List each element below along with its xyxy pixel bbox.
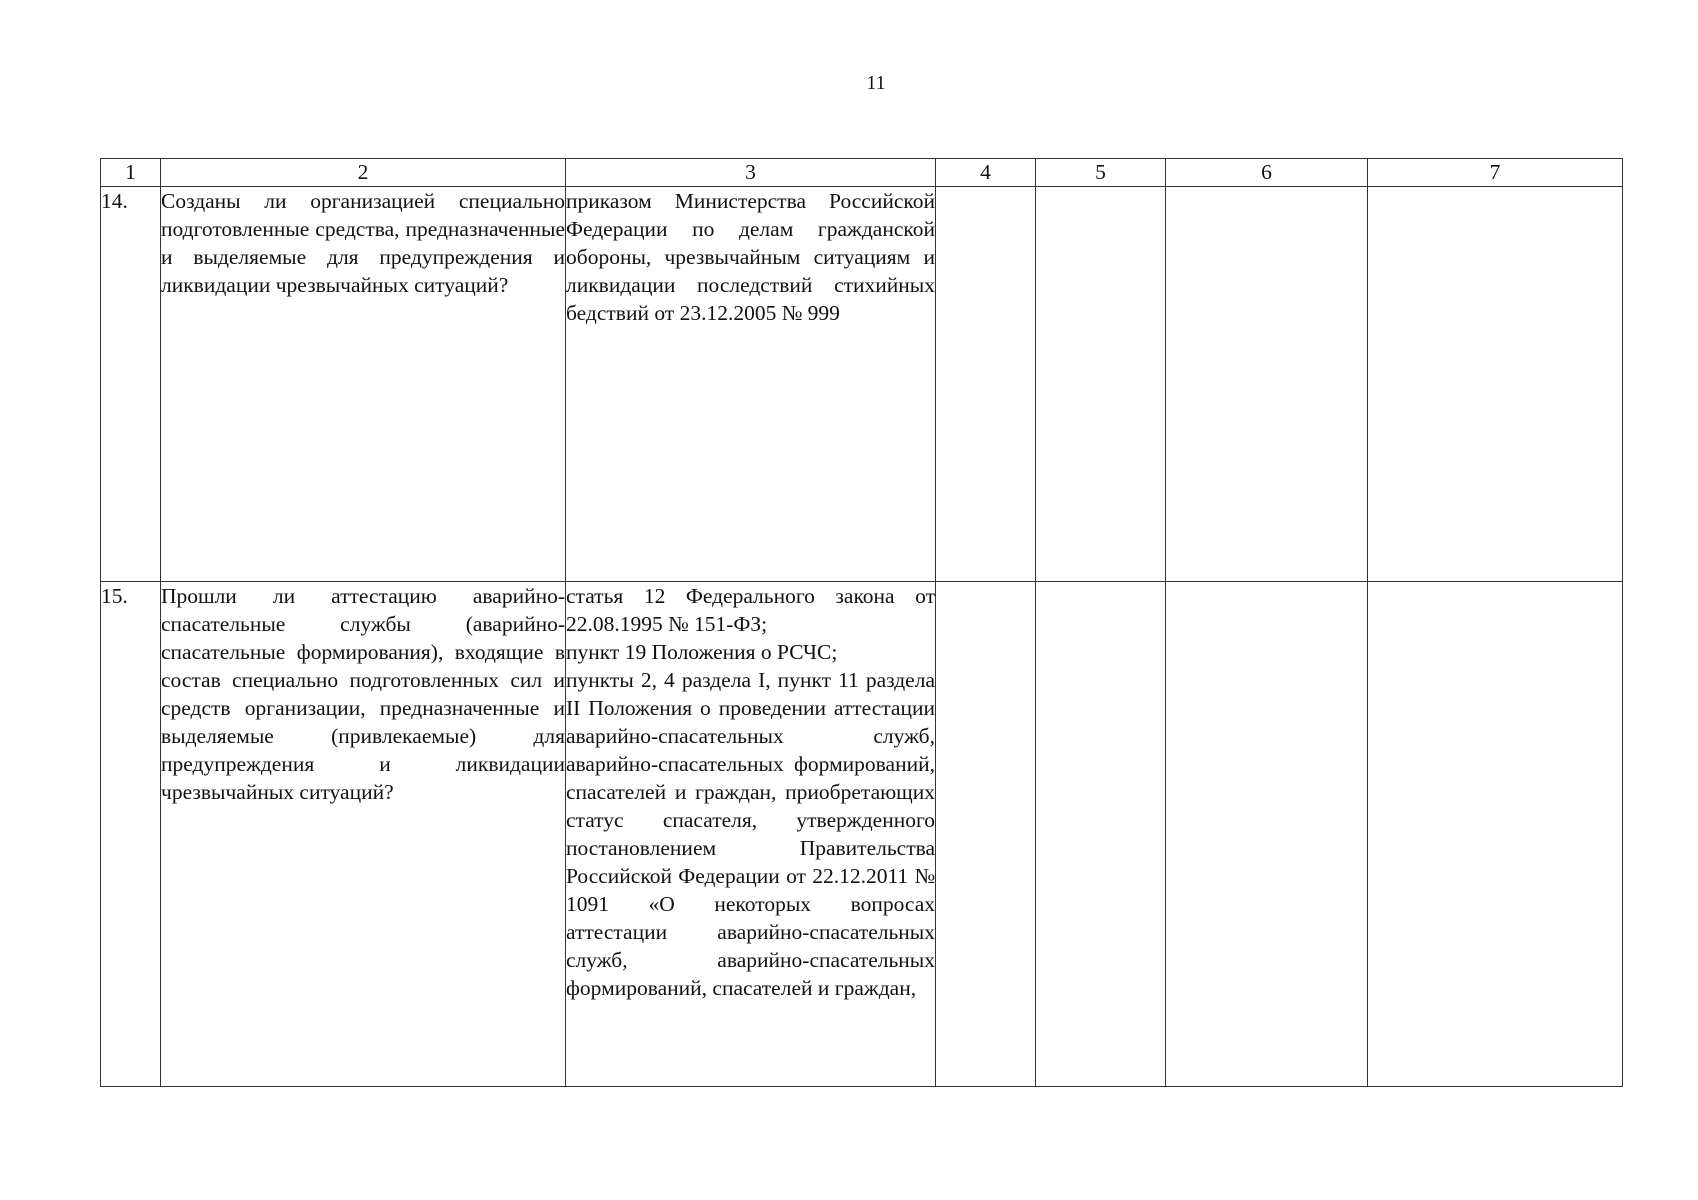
- legal-basis-text: пункты 2, 4 раздела I, пункт 11 раздела II Положения о проведении аттестации аварийно-спасательных служб, аварийно-спасательных формирований, спасателей и граждан, приобретающих статус спасателя, утвержденного постановлением Правительства Российской Федерации от 22.12.2011 № 1091 «О некоторых вопросах аттестации аварийно-спасательных служб, аварийно-спасательных формирований, спасателей и граждан,: [566, 668, 935, 1000]
- col6-cell: [1166, 187, 1368, 582]
- col5-cell: [1036, 187, 1166, 582]
- checklist-table: [100, 158, 1623, 1087]
- col4-cell: [936, 582, 1036, 1087]
- column-header-6: 6: [1166, 159, 1368, 187]
- col6-cell: [1166, 582, 1368, 1087]
- table-row: [101, 187, 1623, 582]
- row-number: 14.: [101, 187, 161, 582]
- legal-basis-cell: [566, 187, 936, 582]
- legal-basis-text: статья 12 Федерального закона от 22.08.1995 № 151-ФЗ;: [566, 584, 935, 636]
- question-cell: Прошли ли аттестацию аварийно-спасательные службы (аварийно-спасательные формирования), входящие в состав специально подготовленных сил и средств организации, предназначенные и выделяемые (привлекаемые) для предупреждения и ликвидации чрезвычайных ситуаций?: [161, 582, 566, 1087]
- header-row: [101, 159, 1623, 187]
- col7-cell: [1368, 187, 1623, 582]
- legal-basis-cell: [566, 582, 936, 1087]
- col5-cell: [1036, 582, 1166, 1087]
- column-header-7: 7: [1368, 159, 1623, 187]
- column-header-1: 1: [101, 159, 161, 187]
- page-number: 11: [866, 72, 886, 94]
- column-header-5: 5: [1036, 159, 1166, 187]
- table-row: [101, 582, 1623, 1087]
- column-header-3: 3: [566, 159, 936, 187]
- column-header-4: 4: [936, 159, 1036, 187]
- col4-cell: [936, 187, 1036, 582]
- question-cell: Созданы ли организацией специально подготовленные средства, предназначенные и выделяемые для предупреждения и ликвидации чрезвычайных ситуаций?: [161, 187, 566, 582]
- legal-basis-text: пункт 19 Положения о РСЧС;: [566, 640, 838, 664]
- col7-cell: [1368, 582, 1623, 1087]
- column-header-2: 2: [161, 159, 566, 187]
- legal-basis-text: приказом Министерства Российской Федерации по делам гражданской обороны, чрезвычайным ситуациям и ликвидации последствий стихийных бедствий от 23.12.2005 № 999: [566, 189, 935, 325]
- row-number: 15.: [101, 582, 161, 1087]
